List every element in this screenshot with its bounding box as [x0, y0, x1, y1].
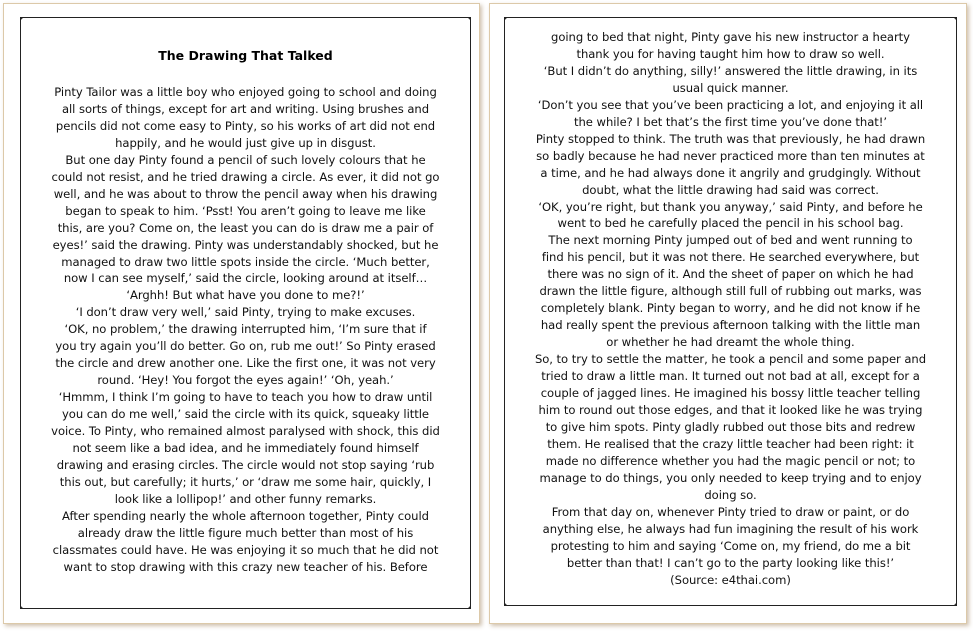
text-line: made no difference whether you had the magic pencil or not; to: [545, 453, 916, 468]
text-line: ‘But I didn’t do anything, silly!’ answered the little drawing, in its: [543, 63, 918, 78]
text-line: this, are you? Come on, the least you can do is draw me a pair of: [57, 220, 434, 235]
frame-corner-ornament: [953, 602, 957, 606]
text-line: From that day on, whenever Pinty tried to draw or paint, or do: [551, 504, 910, 519]
text-line: all sorts of things, except for art and writing. Using brushes and: [61, 101, 430, 116]
left-page-frame: [20, 17, 471, 609]
text-line: happily, and he would just give up in disgust.: [115, 135, 376, 150]
text-line: ‘I don’t draw very well,’ said Pinty, trying to make excuses.: [75, 305, 416, 320]
text-line: (Source: e4thai.com): [670, 572, 791, 587]
text-line: Pinty stopped to think. The truth was that previously, he had drawn: [535, 131, 926, 146]
text-line: to give him spots. Pinty gladly rubbed out those bits and redrew: [545, 419, 916, 434]
frame-corner-ornament: [467, 605, 471, 609]
text-line: you try again you’ll do better. Go on, rub me out!’ So Pinty erased: [55, 339, 436, 354]
text-line: a time, and he had always done it angrily and grudgingly. Without: [540, 165, 921, 180]
text-line: began to speak to him. ‘Psst! You aren’t going to leave me like: [65, 203, 426, 218]
text-line: manage to do things, you only needed to keep trying and to enjoy: [539, 470, 922, 485]
text-line: them. He realised that the crazy little teacher had been right: it: [547, 436, 914, 451]
frame-corner-ornament: [467, 17, 471, 21]
text-line: went to bed he carefully placed the pencil in his school bag.: [557, 216, 904, 231]
text-line: this out, but carefully; it hurts,’ or ‘draw me some hair, quickly, I: [59, 474, 432, 489]
text-line: thank you for having taught him how to draw so well.: [576, 46, 885, 61]
text-line: round. ‘Hey! You forgot the eyes again!’ ‘Oh, yeah.’: [97, 373, 394, 388]
text-line: The next morning Pinty jumped out of bed and went running to: [548, 233, 913, 248]
text-line: managed to draw two little spots inside the circle. ‘Much better,: [61, 254, 430, 269]
story-title: The Drawing That Talked: [158, 48, 333, 63]
text-line: But one day Pinty found a pencil of such lovely colours that he: [65, 152, 426, 167]
text-line: pencils did not come easy to Pinty, so his works of art did not end: [55, 118, 436, 133]
text-line: eyes!’ said the drawing. Pinty was understandably shocked, but he: [52, 237, 439, 252]
frame-corner-ornament: [20, 17, 24, 21]
frame-corner-ornament: [504, 602, 508, 606]
frame-corner-ornament: [953, 17, 957, 21]
text-line: ‘OK, you’re right, but thank you anyway,’ said Pinty, and before he: [538, 199, 923, 214]
right-page-frame: [504, 17, 957, 606]
text-line: ‘Hmmm, I think I’m going to have to teach you how to draw until: [58, 390, 433, 405]
left-page-text: [29, 84, 462, 576]
left-page: [3, 3, 480, 624]
text-line: ‘Arghh! But what have you done to me?!’: [126, 288, 365, 303]
text-line: not seem like a bad idea, and he immediately found himself: [72, 441, 419, 456]
text-line: going to bed that night, Pinty gave his new instructor a hearty: [551, 30, 910, 44]
text-line: had really spent the previous afternoon talking with the little man: [540, 318, 921, 333]
text-line: Pinty Tailor was a little boy who enjoyed going to school and doing: [54, 85, 437, 99]
text-line: classmates could have. He was enjoying it so much that he did not: [52, 542, 439, 557]
text-line: the circle and drew another one. Like the first one, it was not very: [55, 356, 436, 371]
right-page: [489, 3, 967, 624]
text-line: already draw the little figure much better than most of his: [77, 525, 414, 540]
text-line: well, and he was about to throw the pencil away when his drawing: [53, 186, 438, 201]
frame-corner-ornament: [504, 17, 508, 21]
text-line: anything else, he always had fun imagining the result of his work: [542, 521, 919, 536]
text-line: look like a lollipop!’ and other funny remarks.: [114, 491, 377, 506]
text-line: After spending nearly the whole afternoon together, Pinty could: [62, 508, 429, 523]
text-line: could not resist, and he tried drawing a circle. As ever, it did not go: [51, 169, 440, 184]
text-line: better than that! I can’t go to the party looking like this!’: [566, 555, 895, 570]
text-line: usual quick manner.: [672, 80, 789, 95]
frame-corner-ornament: [20, 605, 24, 609]
text-line: completely blank. Pinty began to worry, and he did not know if he: [540, 301, 921, 316]
text-line: drawn the little figure, although still full of rubbing out marks, was: [539, 284, 922, 299]
right-page-text: [513, 29, 948, 588]
text-line: you can do me well,’ said the circle with its quick, squeaky little: [61, 407, 430, 422]
text-line: there was no sign of it. And the sheet of paper on which he had: [547, 267, 914, 282]
text-line: now I can see myself,’ said the circle, looking around at itself…: [63, 271, 428, 286]
text-line: so badly because he had never practiced more than ten minutes at: [536, 148, 925, 163]
text-line: drawing and erasing circles. The circle would not stop saying ‘rub: [56, 457, 435, 472]
text-line: ‘OK, no problem,’ the drawing interrupted him, ‘I’m sure that if: [64, 322, 427, 337]
text-line: voice. To Pinty, who remained almost paralysed with shock, this did: [51, 424, 440, 439]
text-line: find his pencil, but it was not there. He searched everywhere, but: [541, 250, 920, 265]
text-line: doubt, what the little drawing had said was correct.: [582, 182, 879, 197]
text-line: him to round out those edges, and that it looked like he was trying: [538, 402, 923, 417]
text-line: the while? I bet that’s the first time you’ve done that!’: [574, 114, 887, 129]
text-line: doing so.: [704, 487, 757, 502]
text-line: tried to draw a little man. It turned out not bad at all, except for a: [541, 369, 920, 384]
text-line: So, to try to settle the matter, he took a pencil and some paper and: [534, 352, 927, 367]
text-line: or whether he had dreamt the whole thing.: [606, 335, 855, 350]
text-line: couple of jagged lines. He imagined his bossy little teacher telling: [540, 386, 921, 401]
text-line: protesting to him and saying ‘Come on, my friend, do me a bit: [550, 538, 911, 553]
text-line: ‘Don’t you see that you’ve been practicing a lot, and enjoying it all: [537, 97, 924, 112]
text-line: want to stop drawing with this crazy new teacher of his. Before: [63, 559, 428, 574]
